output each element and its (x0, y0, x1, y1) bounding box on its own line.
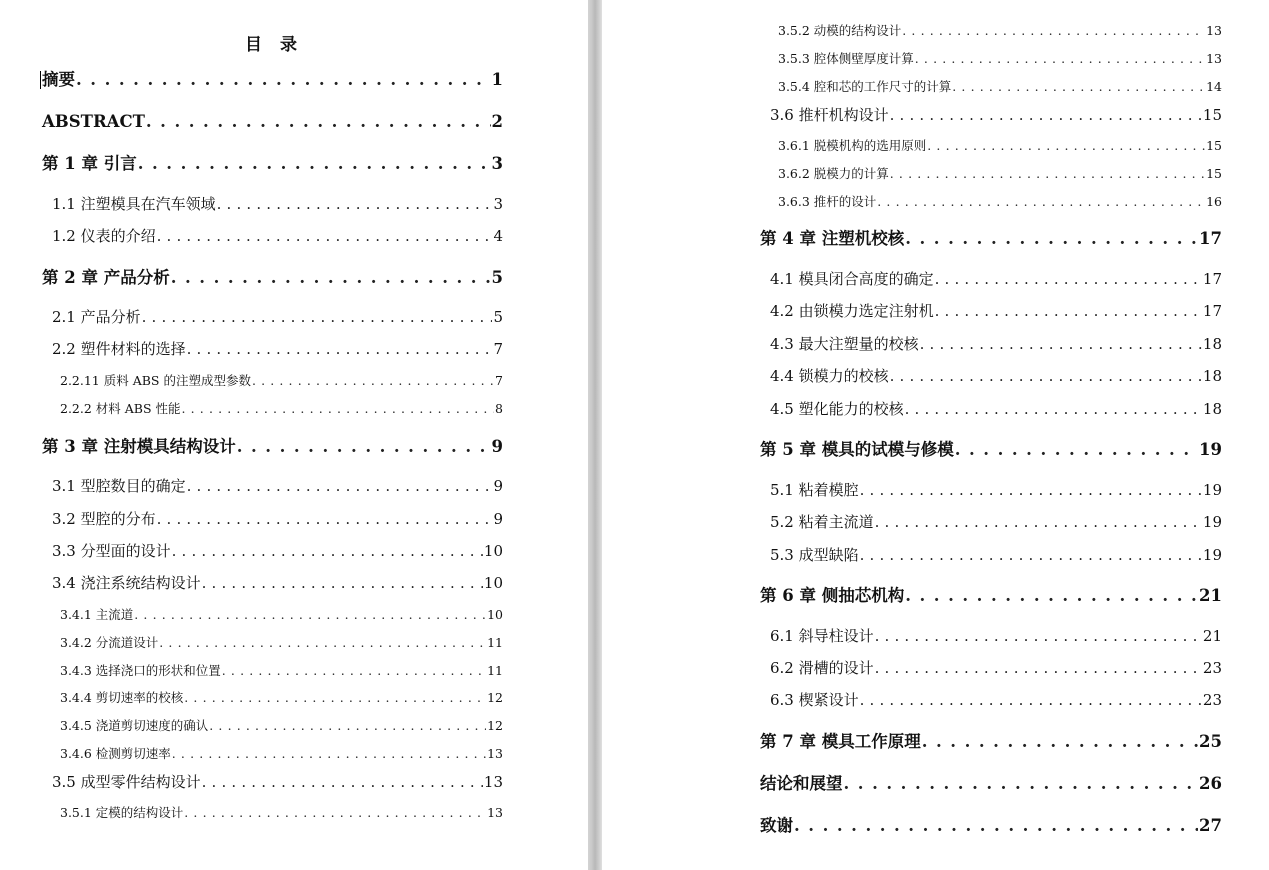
toc-entry[interactable] (60, 746, 503, 761)
toc-entry[interactable] (42, 437, 503, 457)
toc-entry-page-number: 12 (487, 718, 503, 733)
toc-dot-leader (875, 659, 1202, 677)
toc-entry-label: 4.4 锁模力的校核 (770, 367, 889, 385)
toc-entry-page-number: 27 (1199, 816, 1222, 835)
toc-dot-leader (905, 229, 1198, 249)
toc-entry[interactable] (770, 335, 1222, 353)
toc-entry[interactable] (42, 154, 503, 174)
toc-entry-page-number: 17 (1202, 270, 1222, 288)
toc-dot-leader (138, 154, 491, 174)
toc-entry-page-number: 14 (1206, 79, 1222, 94)
toc-dot-leader (902, 23, 1205, 38)
toc-entry[interactable] (760, 732, 1222, 752)
toc-entry-label: 第 4 章 注塑机校核 (760, 229, 905, 248)
toc-entry-label: 3.4.5 浇道剪切速度的确认 (60, 718, 209, 733)
toc-entry-label: 第 5 章 模具的试模与修模 (760, 440, 954, 459)
toc-entry[interactable] (770, 400, 1222, 418)
toc-entry[interactable] (42, 268, 503, 288)
toc-dot-leader (905, 400, 1202, 418)
toc-entry[interactable] (770, 627, 1222, 645)
toc-entry-label: 3.4 浇注系统结构设计 (52, 574, 201, 592)
toc-dot-leader (202, 574, 483, 592)
toc-entry[interactable] (52, 340, 503, 358)
toc-dot-leader (905, 586, 1198, 606)
toc-dot-leader (935, 270, 1202, 288)
toc-entry-page-number: 9 (491, 437, 503, 456)
toc-dot-leader (252, 373, 494, 388)
toc-entry-label: 3.2 型腔的分布 (52, 510, 156, 528)
toc-entry-label: 5.2 粘着主流道 (770, 513, 874, 531)
toc-entry[interactable] (770, 691, 1222, 709)
toc-entry[interactable] (52, 195, 503, 213)
toc-entry-label: 1.2 仪表的介绍 (52, 227, 156, 245)
toc-entry-page-number: 23 (1202, 659, 1222, 677)
toc-entry-page-number: 11 (487, 663, 503, 678)
toc-entry-label: 第 7 章 模具工作原理 (760, 732, 921, 751)
toc-entry[interactable] (760, 774, 1222, 794)
toc-entry[interactable] (60, 805, 503, 820)
toc-dot-leader (927, 138, 1205, 153)
toc-entry[interactable] (770, 481, 1222, 499)
toc-entry-page-number: 13 (487, 805, 503, 820)
toc-entry-page-number: 25 (1199, 732, 1222, 751)
toc-entry-page-number: 13 (1206, 23, 1222, 38)
toc-dot-leader (890, 106, 1202, 124)
toc-entry-page-number: 10 (487, 607, 503, 622)
toc-entry-label: 3.4.3 选择浇口的形状和位置 (60, 663, 221, 678)
toc-entry-label: ABSTRACT (42, 112, 145, 131)
toc-entry-page-number: 15 (1206, 166, 1222, 181)
toc-entry-label: 3.5.3 腔体侧壁厚度计算 (778, 51, 914, 66)
toc-entry[interactable] (770, 513, 1222, 531)
toc-entry-label: 第 6 章 侧抽芯机构 (760, 586, 905, 605)
toc-entry-page-number: 3 (493, 195, 503, 213)
toc-entry-label: 摘要 (42, 70, 75, 89)
toc-dot-leader (182, 401, 495, 416)
toc-entry[interactable] (770, 302, 1222, 320)
toc-entry-label: 2.2.11 质料 ABS 的注塑成型参数 (60, 373, 251, 388)
toc-entry[interactable] (52, 773, 503, 791)
toc-entry-page-number: 2 (491, 112, 503, 131)
toc-entry-label: 致谢 (760, 816, 793, 835)
toc-entry-page-number: 4 (493, 227, 503, 245)
toc-entry-page-number: 12 (487, 690, 503, 705)
toc-entry-label: 结论和展望 (760, 774, 843, 793)
toc-entry-page-number: 13 (483, 773, 503, 791)
toc-entry-page-number: 7 (493, 340, 503, 358)
toc-entry-page-number: 21 (1202, 627, 1222, 645)
toc-entry-label: 2.2.2 材料 ABS 性能 (60, 401, 181, 416)
toc-entry-label: 5.1 粘着模腔 (770, 481, 859, 499)
toc-entry-label: 4.2 由锁模力选定注射机 (770, 302, 934, 320)
toc-entry[interactable] (770, 367, 1222, 385)
toc-dot-leader (202, 773, 483, 791)
toc-entry[interactable] (760, 440, 1222, 460)
page-gutter (588, 0, 602, 870)
toc-entry-page-number: 18 (1202, 367, 1222, 385)
toc-dot-leader (159, 635, 486, 650)
toc-entry-page-number: 11 (487, 635, 503, 650)
toc-entry-label: 3.5 成型零件结构设计 (52, 773, 201, 791)
toc-entry[interactable] (778, 23, 1222, 38)
toc-dot-leader (875, 513, 1202, 531)
toc-entry-page-number: 9 (493, 477, 503, 495)
toc-entry-label: 1.1 注塑模具在汽车领域 (52, 195, 216, 213)
toc-entry-page-number: 19 (1202, 546, 1222, 564)
toc-dot-leader (134, 607, 486, 622)
toc-dot-leader (922, 732, 1198, 752)
toc-entry-page-number: 18 (1202, 400, 1222, 418)
text-cursor (40, 71, 41, 89)
toc-entry-label: 4.5 塑化能力的校核 (770, 400, 904, 418)
toc-entry-label: 3.4.1 主流道 (60, 607, 134, 622)
toc-entry-label: 6.2 滑槽的设计 (770, 659, 874, 677)
document-page-left (0, 0, 588, 870)
toc-entry-page-number: 16 (1206, 194, 1222, 209)
toc-entry[interactable] (760, 816, 1222, 836)
toc-dot-leader (146, 112, 491, 132)
toc-entry-page-number: 9 (493, 510, 503, 528)
toc-dot-leader (860, 481, 1202, 499)
toc-entry[interactable] (60, 663, 503, 678)
toc-dot-leader (209, 718, 486, 733)
toc-entry[interactable] (52, 510, 503, 528)
toc-entry[interactable] (778, 51, 1222, 66)
toc-dot-leader (172, 746, 486, 761)
toc-entry[interactable] (770, 659, 1222, 677)
toc-entry[interactable] (770, 106, 1222, 124)
document-page-right (602, 0, 1269, 870)
toc-entry[interactable] (52, 542, 503, 560)
toc-entry-label: 3.6.3 推杆的设计 (778, 194, 877, 209)
toc-entry-label: 2.2 塑件材料的选择 (52, 340, 186, 358)
toc-entry-page-number: 26 (1199, 774, 1222, 793)
toc-entry-label: 3.4.6 检测剪切速率 (60, 746, 171, 761)
toc-dot-leader (935, 302, 1202, 320)
toc-entry-page-number: 17 (1202, 302, 1222, 320)
toc-entry[interactable] (60, 690, 503, 705)
toc-dot-leader (217, 195, 493, 213)
toc-dot-leader (222, 663, 486, 678)
toc-entry-label: 5.3 成型缺陷 (770, 546, 859, 564)
toc-dot-leader (187, 477, 493, 495)
toc-entry-label: 3.6.2 脱模力的计算 (778, 166, 889, 181)
toc-entry-label: 3.5.2 动模的结构设计 (778, 23, 902, 38)
toc-entry-label: 3.6 推杆机构设计 (770, 106, 889, 124)
toc-entry[interactable] (52, 227, 503, 245)
toc-entry-label: 6.1 斜导柱设计 (770, 627, 874, 645)
toc-entry[interactable] (42, 112, 503, 132)
toc-dot-leader (952, 79, 1205, 94)
toc-entry[interactable] (760, 229, 1222, 249)
toc-entry[interactable] (52, 308, 503, 326)
toc-entry-label: 3.5.1 定模的结构设计 (60, 805, 184, 820)
toc-dot-leader (844, 774, 1199, 794)
toc-entry-label: 3.5.4 腔和芯的工作尺寸的计算 (778, 79, 952, 94)
toc-entry-label: 3.6.1 脱模机构的选用原则 (778, 138, 927, 153)
toc-dot-leader (172, 542, 483, 560)
toc-entry-label: 3.3 分型面的设计 (52, 542, 171, 560)
toc-entry-page-number: 18 (1202, 335, 1222, 353)
toc-dot-leader (184, 690, 486, 705)
toc-entry-page-number: 5 (493, 308, 503, 326)
toc-entry[interactable] (42, 70, 503, 90)
toc-entry[interactable] (778, 194, 1222, 209)
toc-entry-label: 第 1 章 引言 (42, 154, 137, 173)
toc-entry[interactable] (778, 138, 1222, 153)
toc-entry-page-number: 7 (495, 373, 503, 388)
toc-dot-leader (890, 166, 1205, 181)
toc-entry-page-number: 10 (483, 542, 503, 560)
toc-dot-leader (877, 194, 1205, 209)
toc-entry-page-number: 19 (1202, 513, 1222, 531)
toc-entry[interactable] (770, 546, 1222, 564)
toc-entry-page-number: 8 (495, 401, 503, 416)
toc-entry-label: 2.1 产品分析 (52, 308, 141, 326)
toc-entry-page-number: 23 (1202, 691, 1222, 709)
toc-dot-leader (187, 340, 493, 358)
toc-entry[interactable] (778, 166, 1222, 181)
toc-entry[interactable] (60, 635, 503, 650)
toc-entry-page-number: 17 (1199, 229, 1222, 248)
toc-entry[interactable] (60, 373, 503, 388)
toc-dot-leader (157, 510, 493, 528)
toc-entry-label: 3.4.4 剪切速率的校核 (60, 690, 184, 705)
toc-entry-page-number: 13 (487, 746, 503, 761)
toc-entry-page-number: 13 (1206, 51, 1222, 66)
toc-entry-label: 6.3 楔紧设计 (770, 691, 859, 709)
toc-entry[interactable] (778, 79, 1222, 94)
toc-dot-leader (237, 437, 491, 457)
toc-entry-label: 第 3 章 注射模具结构设计 (42, 437, 236, 456)
toc-entry-page-number: 21 (1199, 586, 1222, 605)
toc-entry-label: 3.1 型腔数目的确定 (52, 477, 186, 495)
toc-dot-leader (142, 308, 493, 326)
toc-entry-label: 4.1 模具闭合高度的确定 (770, 270, 934, 288)
toc-entry-page-number: 10 (483, 574, 503, 592)
toc-entry-page-number: 19 (1202, 481, 1222, 499)
toc-dot-leader (76, 70, 491, 90)
toc-dot-leader (875, 627, 1202, 645)
toc-entry[interactable] (760, 586, 1222, 606)
toc-dot-leader (955, 440, 1198, 460)
toc-dot-leader (794, 816, 1198, 836)
toc-title: 目 录 (245, 35, 303, 55)
toc-entry[interactable] (52, 574, 503, 592)
toc-entry-page-number: 5 (491, 268, 503, 287)
toc-entry-page-number: 19 (1199, 440, 1222, 459)
toc-dot-leader (184, 805, 486, 820)
toc-dot-leader (920, 335, 1202, 353)
toc-entry[interactable] (60, 607, 503, 622)
toc-dot-leader (157, 227, 493, 245)
toc-dot-leader (890, 367, 1202, 385)
toc-entry-page-number: 3 (491, 154, 503, 173)
toc-dot-leader (171, 268, 491, 288)
toc-entry-page-number: 1 (491, 70, 503, 89)
toc-entry[interactable] (60, 718, 503, 733)
toc-entry-label: 3.4.2 分流道设计 (60, 635, 159, 650)
toc-entry-page-number: 15 (1202, 106, 1222, 124)
toc-entry-page-number: 15 (1206, 138, 1222, 153)
toc-dot-leader (915, 51, 1205, 66)
toc-entry[interactable] (770, 270, 1222, 288)
toc-entry[interactable] (52, 477, 503, 495)
toc-entry[interactable] (60, 401, 503, 416)
toc-entry-label: 第 2 章 产品分析 (42, 268, 170, 287)
toc-dot-leader (860, 546, 1202, 564)
toc-dot-leader (860, 691, 1202, 709)
toc-entry-label: 4.3 最大注塑量的校核 (770, 335, 919, 353)
